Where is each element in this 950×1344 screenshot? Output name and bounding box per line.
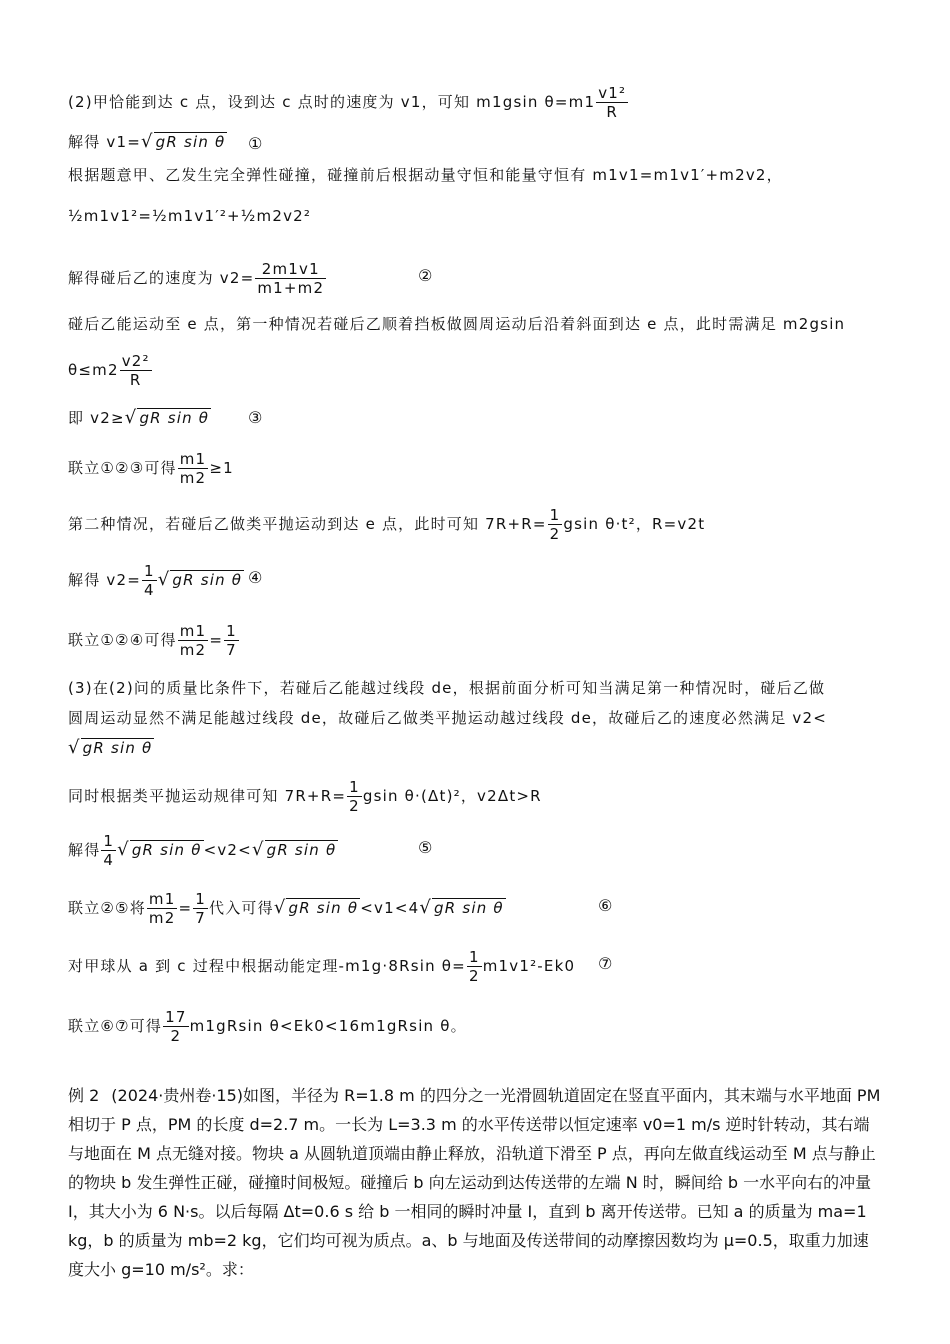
line-middle-2: <v1<4 xyxy=(360,899,420,917)
fraction-denominator: 2 xyxy=(549,525,561,543)
fraction-numerator: 1 xyxy=(549,506,561,524)
equation-marker: ⑦ xyxy=(598,954,613,973)
radical: √ gR sin θ xyxy=(124,407,210,428)
fraction xyxy=(178,622,209,659)
fraction-denominator: m2 xyxy=(148,909,176,927)
line-tail: m1v1²-Ek0 xyxy=(482,957,576,975)
line-tail: gsin θ·(Δt)²，v2Δt>R xyxy=(362,787,542,805)
solution-line-8 xyxy=(68,406,211,430)
fraction-denominator: 2 xyxy=(163,1026,189,1045)
line-text: 解得 xyxy=(68,841,101,859)
fraction-denominator: 7 xyxy=(195,909,206,927)
line-text: (2)甲恰能到达 c 点，设到达 c 点时的速度为 v1，可知 m1gsin θ=m1 xyxy=(68,93,596,111)
fraction-denominator: 2 xyxy=(349,797,360,815)
solution-line-4 xyxy=(68,204,311,228)
solution-line-16 xyxy=(68,778,542,815)
line-text: 碰后乙能运动至 e 点，第一种情况若碰后乙顺着挡板做圆周运动后沿着斜面到达 e 点，此时需满足 m2gsin xyxy=(68,315,846,333)
solution-line-3 xyxy=(68,163,783,187)
fraction-denominator: R xyxy=(120,370,152,389)
radical: √ gR sin θ xyxy=(419,897,504,918)
line-text: 解得 v1= xyxy=(68,133,141,151)
fraction-denominator: m1+m2 xyxy=(257,279,325,297)
fraction-numerator: 2m1v1 xyxy=(261,260,320,278)
solution-line-18 xyxy=(68,890,506,927)
fraction xyxy=(596,84,628,121)
radical: √ gR sin θ xyxy=(157,569,243,590)
line-middle: 代入可得 xyxy=(209,899,274,917)
equation-marker: ⑥ xyxy=(598,896,613,915)
line-text: (3)在(2)问的质量比条件下，若碰后乙能越过线段 de，根据前面分析可知当满足第一种情况时，碰后乙做 xyxy=(68,679,826,697)
line-text: 圆周运动显然不满足能越过线段 de，故碰后乙做类平抛运动越过线段 de，故碰后乙的速度必然满足 v2< xyxy=(68,709,827,727)
line-text: 第二种情况，若碰后乙做类平抛运动到达 e 点，此时可知 7R+R= xyxy=(68,515,547,533)
fraction xyxy=(120,352,152,389)
line-text: 同时根据类平抛运动规律可知 7R+R= xyxy=(68,787,347,805)
solution-line-17 xyxy=(68,832,338,869)
line-text: 对甲球从 a 到 c 过程中根据动能定理-m1g·8Rsin θ= xyxy=(68,957,466,975)
equation-marker: ③ xyxy=(248,408,263,427)
equation-marker: ⑤ xyxy=(418,838,433,857)
equation-marker: ② xyxy=(418,266,433,285)
fraction xyxy=(147,890,178,927)
fraction-denominator: 2 xyxy=(468,967,480,985)
solution-line-15 xyxy=(68,736,154,760)
solution-line-20 xyxy=(68,1008,467,1045)
fraction-numerator: 1 xyxy=(103,832,115,850)
fraction-numerator: 1 xyxy=(195,890,206,908)
radical-argument: gR sin θ xyxy=(131,841,202,859)
fraction xyxy=(142,562,157,599)
line-text: 联立①②③可得 xyxy=(68,459,177,477)
example-2-paragraph xyxy=(68,1082,883,1285)
radical: √ gR sin θ xyxy=(140,131,226,152)
solution-line-2 xyxy=(68,130,227,154)
radical-argument: gR sin θ xyxy=(139,409,210,427)
line-tail: m1gRsin θ<Ek0<16m1gRsin θ。 xyxy=(189,1017,467,1035)
fraction-denominator: 4 xyxy=(103,851,115,869)
solution-line-10 xyxy=(68,506,705,543)
line-middle: <v2< xyxy=(203,841,252,859)
fraction-denominator: R xyxy=(596,102,628,121)
fraction-denominator: 4 xyxy=(143,581,155,599)
line-text: 解得碰后乙的速度为 v2= xyxy=(68,269,255,287)
line-text: 根据题意甲、乙发生完全弹性碰撞，碰撞前后根据动量守恒和能量守恒有 m1v1=m1v1′+m2v2， xyxy=(68,166,783,184)
line-text: ½m1v1²=½m1v1′²+½m2v2² xyxy=(68,207,312,225)
radical: √ gR sin θ xyxy=(117,839,202,860)
example-label: 例 2 xyxy=(68,1086,100,1105)
fraction-denominator: m2 xyxy=(179,641,207,659)
radical-argument: gR sin θ xyxy=(172,571,243,589)
solution-line-9 xyxy=(68,450,234,487)
example-text: (2024·贵州卷·15)如图，半径为 R=1.8 m 的四分之一光滑圆轨道固定在竖直平面内，其末端与水平地面 PM 相切于 P 点，PM 的长度 d=2.7 m。一长为 L=3.3 m 的水平传送带以恒定速率 v0=1 m/s 逆时针转动，其右端与地面在 M 点无缝对接。物块 a 从圆轨道顶端由静止释放，沿轨道下滑至 P 点，再向左做直线运动至 M 点与静止的物块 b 发生弹性正碰，碰撞时间极短。碰撞后 b 向左运动到达传送带的左端 N 时，瞬间给 b 一水平向右的冲量 I，其大小为 6 N·s。以后每隔 Δt=0.6 s 给 b 一相同的瞬时冲量 I，直到 b 离开传送带。已知 a 的质量为 ma=1 kg，b 的质量为 mb=2 kg，它们均可视为质点。a、b 与地面及传送带间的动摩擦因数均为 μ=0.5，取重力加速度大小 g=10 m/s²。求： xyxy=(68,1086,881,1279)
line-text: 联立⑥⑦可得 xyxy=(68,1017,163,1035)
fraction xyxy=(224,622,239,659)
radical-argument: gR sin θ xyxy=(434,899,504,917)
line-text: 解得 v2= xyxy=(68,571,141,589)
line-text: 联立②⑤将 xyxy=(68,899,146,917)
solution-line-11 xyxy=(68,562,244,599)
fraction-denominator: 7 xyxy=(226,641,237,659)
fraction xyxy=(193,890,208,927)
radical: √ gR sin θ xyxy=(273,897,359,918)
radical-argument: gR sin θ xyxy=(155,133,226,151)
fraction-denominator: m2 xyxy=(179,469,207,487)
equals-sign: = xyxy=(178,899,193,917)
fraction-numerator: v2² xyxy=(121,352,150,370)
radical: √ gR sin θ xyxy=(68,737,153,758)
line-text: 联立①②④可得 xyxy=(68,631,177,649)
radical-argument: gR sin θ xyxy=(82,739,153,757)
fraction-numerator: 17 xyxy=(165,1008,187,1026)
solution-line-7 xyxy=(68,352,153,389)
line-text: 即 v2≥ xyxy=(68,409,125,427)
line-tail: ≥1 xyxy=(209,459,234,477)
radical: √ gR sin θ xyxy=(251,839,337,860)
solution-line-1 xyxy=(68,84,629,121)
fraction-numerator: 1 xyxy=(226,622,237,640)
radical-argument: gR sin θ xyxy=(288,899,359,917)
fraction xyxy=(255,260,326,297)
fraction-numerator: 1 xyxy=(349,778,360,796)
fraction-numerator: m1 xyxy=(179,622,207,640)
equation-marker: ④ xyxy=(248,568,263,587)
solution-line-6 xyxy=(68,312,845,336)
fraction-numerator: m1 xyxy=(179,450,207,468)
fraction xyxy=(178,450,209,487)
equation-marker: ① xyxy=(248,134,263,153)
fraction-numerator: 1 xyxy=(143,562,155,580)
fraction-numerator: 1 xyxy=(468,948,480,966)
fraction-numerator: m1 xyxy=(148,890,176,908)
line-text: θ≤m2 xyxy=(68,361,119,379)
radical-argument: gR sin θ xyxy=(266,841,337,859)
solution-line-19 xyxy=(68,948,575,985)
equals-sign: = xyxy=(209,631,224,649)
fraction xyxy=(548,506,563,543)
line-tail: gsin θ·t²，R=v2t xyxy=(563,515,706,533)
solution-line-13 xyxy=(68,676,825,700)
fraction xyxy=(467,948,482,985)
fraction-numerator: v1² xyxy=(598,84,627,102)
solution-line-14 xyxy=(68,706,827,730)
solution-line-12 xyxy=(68,622,240,659)
solution-line-5 xyxy=(68,260,327,297)
fraction xyxy=(347,778,362,815)
fraction xyxy=(163,1008,189,1045)
fraction xyxy=(101,832,116,869)
